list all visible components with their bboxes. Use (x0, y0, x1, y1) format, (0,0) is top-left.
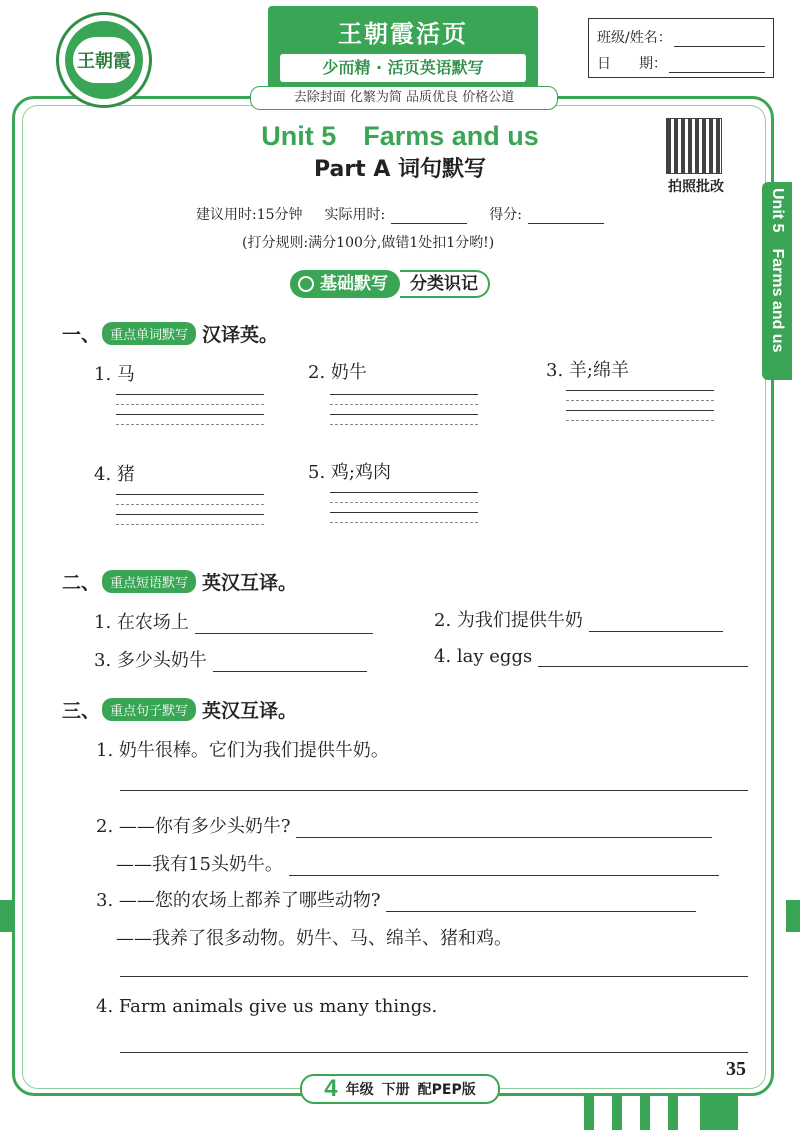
phrase-item: 3. 多少头奶牛 (94, 646, 367, 672)
part3-number: 三、 (62, 700, 101, 722)
answer-line[interactable] (120, 1052, 748, 1053)
section-banner-tail: 分类识记 (400, 270, 490, 298)
class-name-field[interactable] (674, 32, 765, 47)
answer-lines[interactable] (116, 494, 264, 534)
qr-label: 拍照批改 (668, 179, 724, 195)
part1-tag: 重点单词默写 (102, 322, 196, 345)
medal-icon (298, 276, 314, 292)
logo-text: 王朝霞 (73, 37, 135, 83)
brand-title: 王朝霞活页 (338, 19, 468, 48)
answer-lines[interactable] (330, 394, 478, 434)
date-field[interactable] (669, 58, 765, 73)
bottom-stripe (668, 1096, 678, 1130)
bottom-stripe (640, 1096, 650, 1130)
bottom-stripe (584, 1096, 594, 1130)
part2-instruction: 英汉互译。 (202, 572, 298, 594)
part2-number: 二、 (62, 572, 101, 594)
brand-banner (268, 6, 538, 90)
phrase-item: 2. 为我们提供牛奶 (434, 606, 723, 632)
sentence-item: 4. Farm animals give us many things. (96, 996, 438, 1017)
word-item: 5. 鸡;鸡肉 (308, 462, 391, 483)
grade-footer (300, 1074, 500, 1104)
edition-label: 配PEP版 (417, 1082, 476, 1098)
grade-label: 年级 (345, 1082, 374, 1098)
timing-row (196, 204, 604, 224)
answer-blank[interactable] (195, 615, 373, 634)
part2-tag: 重点短语默写 (102, 570, 196, 593)
qr-code-icon[interactable] (666, 118, 722, 174)
part3-heading (62, 696, 297, 723)
answer-line[interactable] (120, 976, 748, 977)
part1-number: 一、 (62, 324, 101, 346)
sentence-item: 1. 奶牛很棒。它们为我们提供牛奶。 (96, 740, 389, 761)
answer-blank[interactable] (213, 653, 367, 672)
answer-lines[interactable] (566, 390, 714, 430)
word-item: 3. 羊;绵羊 (546, 360, 629, 381)
answer-line[interactable] (120, 790, 748, 791)
part1-instruction: 汉译英。 (202, 324, 279, 346)
date-label: 日 期： (597, 56, 667, 72)
answer-blank[interactable] (538, 648, 748, 667)
answer-blank[interactable] (296, 819, 712, 838)
student-info-box (588, 18, 774, 78)
answer-blank[interactable] (289, 857, 719, 876)
actual-time-label: 实际用时: (324, 207, 386, 223)
phrase-item: 4. lay eggs (434, 646, 748, 667)
part3-tag: 重点句子默写 (102, 698, 196, 721)
brand-subtitle: 少而精 · 活页英语默写 (280, 54, 526, 82)
section-banner (290, 270, 490, 298)
sentence-item: 2. ——你有多少头奶牛? (96, 812, 712, 838)
part-title: Part A 词句默写 (313, 157, 487, 182)
volume-label: 下册 (381, 1082, 410, 1098)
word-item: 4. 猪 (94, 464, 135, 485)
brand-logo (56, 12, 152, 108)
scoring-rule: (打分规则:满分100分,做错1处扣1分哟!) (242, 235, 495, 251)
part2-heading (62, 568, 297, 595)
sentence-item: ——我有15头奶牛。 (116, 850, 719, 876)
word-item: 1. 马 (94, 364, 135, 385)
answer-lines[interactable] (116, 394, 264, 434)
phrase-item: 1. 在农场上 (94, 608, 373, 634)
sentence-item: ——我养了很多动物。奶牛、马、绵羊、猪和鸡。 (116, 928, 512, 949)
bottom-stripe (612, 1096, 622, 1130)
edge-stripe (786, 900, 800, 932)
grade-number: 4 (324, 1075, 338, 1102)
answer-blank[interactable] (589, 613, 723, 632)
part3-instruction: 英汉互译。 (202, 700, 298, 722)
part1-heading (62, 320, 278, 347)
suggested-time: 建议用时:15分钟 (196, 207, 303, 223)
sentence-item: 3. ——您的农场上都养了哪些动物? (96, 886, 696, 912)
section-banner-main: 基础默写 (320, 274, 388, 294)
actual-time-field[interactable] (391, 209, 467, 224)
answer-lines[interactable] (330, 492, 478, 532)
unit-side-tab: Unit 5 Farms and us (762, 182, 792, 380)
answer-blank[interactable] (386, 893, 696, 912)
unit-title: Unit 5 Farms and us (261, 121, 539, 151)
bottom-stripe (700, 1096, 738, 1130)
word-item: 2. 奶牛 (308, 362, 367, 383)
page-number: 35 (726, 1058, 746, 1080)
edge-stripe (0, 900, 14, 932)
brand-slogan: 去除封面 化繁为简 品质优良 价格公道 (250, 86, 558, 110)
score-label: 得分: (489, 207, 522, 223)
class-name-label: 班级/姓名： (597, 30, 672, 46)
score-field[interactable] (528, 209, 604, 224)
